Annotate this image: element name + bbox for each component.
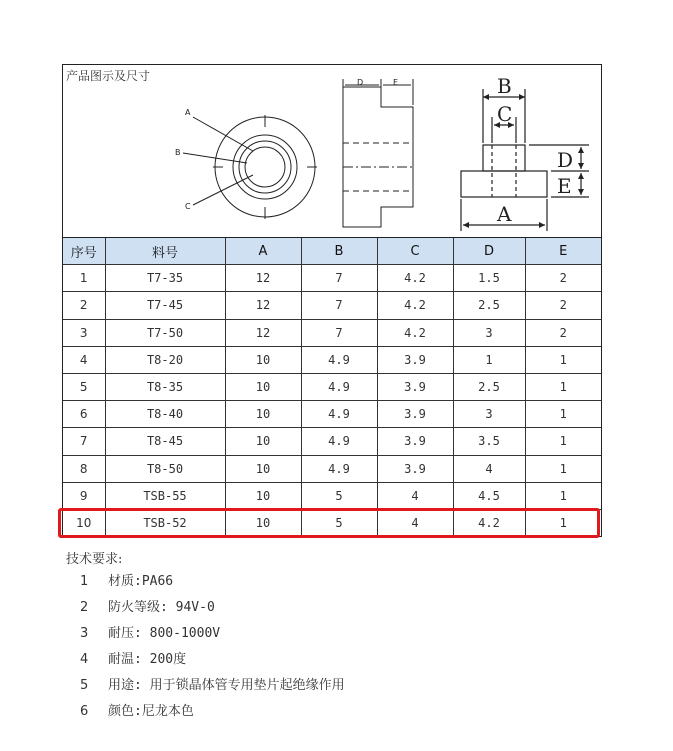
header-d: D	[453, 238, 525, 265]
table-row-highlighted	[63, 509, 601, 536]
table-row	[63, 482, 601, 509]
list-item	[80, 674, 345, 700]
cell-a: 12	[225, 265, 301, 292]
cell-a: 12	[225, 319, 301, 346]
cell-e: 2	[525, 319, 601, 346]
item-number: 2	[80, 600, 89, 615]
header-part-number: 料号	[105, 238, 225, 265]
cell-e: 1	[525, 373, 601, 400]
item-number: 6	[80, 704, 89, 719]
cell-b: 4.9	[301, 455, 377, 482]
side-view	[343, 79, 413, 227]
item-text: 用途: 用于锁晶体管专用垫片起绝缘作用	[108, 678, 345, 693]
cell-e: 1	[525, 509, 601, 536]
cell-index: 7	[63, 428, 105, 455]
header-e: E	[525, 238, 601, 265]
cell-b: 7	[301, 319, 377, 346]
cell-b: 7	[301, 292, 377, 319]
cell-index: 2	[63, 292, 105, 319]
label-c-profile: C	[497, 102, 513, 126]
cell-d: 4.5	[453, 482, 525, 509]
product-drawing	[63, 65, 601, 238]
header-index: 序号	[63, 238, 105, 265]
item-number: 3	[80, 626, 89, 641]
item-number: 5	[80, 678, 89, 693]
label-e-profile: E	[557, 174, 572, 198]
list-item	[80, 648, 345, 674]
cell-part-number: T7-45	[105, 292, 225, 319]
cell-e: 2	[525, 292, 601, 319]
cell-e: 2	[525, 265, 601, 292]
table-row	[63, 319, 601, 346]
requirements-list	[80, 570, 345, 726]
cell-c: 4.2	[377, 292, 453, 319]
cell-c: 3.9	[377, 346, 453, 373]
cell-e: 1	[525, 346, 601, 373]
cell-index: 3	[63, 319, 105, 346]
cell-c: 4.2	[377, 319, 453, 346]
cell-d: 3	[453, 401, 525, 428]
list-item	[80, 622, 345, 648]
cell-c: 3.9	[377, 373, 453, 400]
cell-a: 10	[225, 428, 301, 455]
cell-index: 4	[63, 346, 105, 373]
cell-b: 4.9	[301, 428, 377, 455]
table-header-row	[63, 238, 601, 265]
cell-d: 1	[453, 346, 525, 373]
table-row	[63, 455, 601, 482]
table-row	[63, 373, 601, 400]
list-item	[80, 700, 345, 726]
drawing-title: 产品图示及尺寸	[66, 69, 151, 83]
header-c: C	[377, 238, 453, 265]
label-d-profile: D	[557, 148, 574, 172]
cell-c: 4.2	[377, 265, 453, 292]
cell-index: 6	[63, 401, 105, 428]
cell-part-number: T7-35	[105, 265, 225, 292]
cell-a: 10	[225, 509, 301, 536]
cell-c: 3.9	[377, 455, 453, 482]
label-c-front: C	[185, 202, 191, 211]
cell-b: 5	[301, 509, 377, 536]
front-view	[183, 115, 317, 219]
table-row	[63, 346, 601, 373]
label-b-front: B	[175, 148, 181, 157]
cell-a: 12	[225, 292, 301, 319]
cell-b: 4.9	[301, 346, 377, 373]
cell-index: 9	[63, 482, 105, 509]
list-item	[80, 596, 345, 622]
item-number: 4	[80, 652, 89, 667]
cell-d: 4.2	[453, 509, 525, 536]
item-text: 颜色:尼龙本色	[108, 704, 194, 719]
cell-a: 10	[225, 373, 301, 400]
header-a: A	[225, 238, 301, 265]
requirements-title: 技术要求:	[66, 552, 123, 567]
cell-c: 4	[377, 482, 453, 509]
cell-index: 1	[63, 265, 105, 292]
label-e-side: E	[393, 78, 399, 87]
cell-a: 10	[225, 401, 301, 428]
item-number: 1	[80, 574, 89, 589]
cell-b: 4.9	[301, 373, 377, 400]
item-text: 耐压: 800-1000V	[108, 626, 221, 641]
label-d-side: D	[357, 78, 364, 87]
table-row	[63, 292, 601, 319]
item-text: 材质:PA66	[108, 574, 174, 589]
cell-c: 3.9	[377, 401, 453, 428]
header-b: B	[301, 238, 377, 265]
cell-b: 4.9	[301, 401, 377, 428]
cell-part-number: T8-45	[105, 428, 225, 455]
cell-d: 4	[453, 455, 525, 482]
cell-part-number: T8-40	[105, 401, 225, 428]
label-b-profile: B	[497, 74, 512, 98]
item-text: 耐温: 200度	[108, 652, 187, 667]
cell-part-number: T7-50	[105, 319, 225, 346]
cell-part-number: T8-50	[105, 455, 225, 482]
cell-c: 3.9	[377, 428, 453, 455]
cell-index: 10	[63, 509, 105, 536]
label-a-front: A	[185, 108, 191, 117]
cell-index: 8	[63, 455, 105, 482]
table-row	[63, 428, 601, 455]
cell-d: 2.5	[453, 292, 525, 319]
cell-c: 4	[377, 509, 453, 536]
item-text: 防火等级: 94V-0	[108, 600, 215, 615]
label-a-profile: A	[497, 202, 512, 226]
cell-b: 5	[301, 482, 377, 509]
cell-e: 1	[525, 428, 601, 455]
cell-e: 1	[525, 482, 601, 509]
cell-b: 7	[301, 265, 377, 292]
cell-part-number: TSB-52	[105, 509, 225, 536]
cell-part-number: T8-35	[105, 373, 225, 400]
cell-part-number: T8-20	[105, 346, 225, 373]
cell-d: 2.5	[453, 373, 525, 400]
cell-e: 1	[525, 455, 601, 482]
cell-d: 3	[453, 319, 525, 346]
spec-table	[63, 238, 601, 536]
cell-a: 10	[225, 482, 301, 509]
spec-sheet	[62, 64, 602, 537]
cell-a: 10	[225, 346, 301, 373]
list-item	[80, 570, 345, 596]
dimension-drawing	[63, 65, 601, 237]
table-row	[63, 401, 601, 428]
cell-index: 5	[63, 373, 105, 400]
cell-d: 3.5	[453, 428, 525, 455]
cell-part-number: TSB-55	[105, 482, 225, 509]
cell-d: 1.5	[453, 265, 525, 292]
table-row	[63, 265, 601, 292]
cell-e: 1	[525, 401, 601, 428]
cell-a: 10	[225, 455, 301, 482]
